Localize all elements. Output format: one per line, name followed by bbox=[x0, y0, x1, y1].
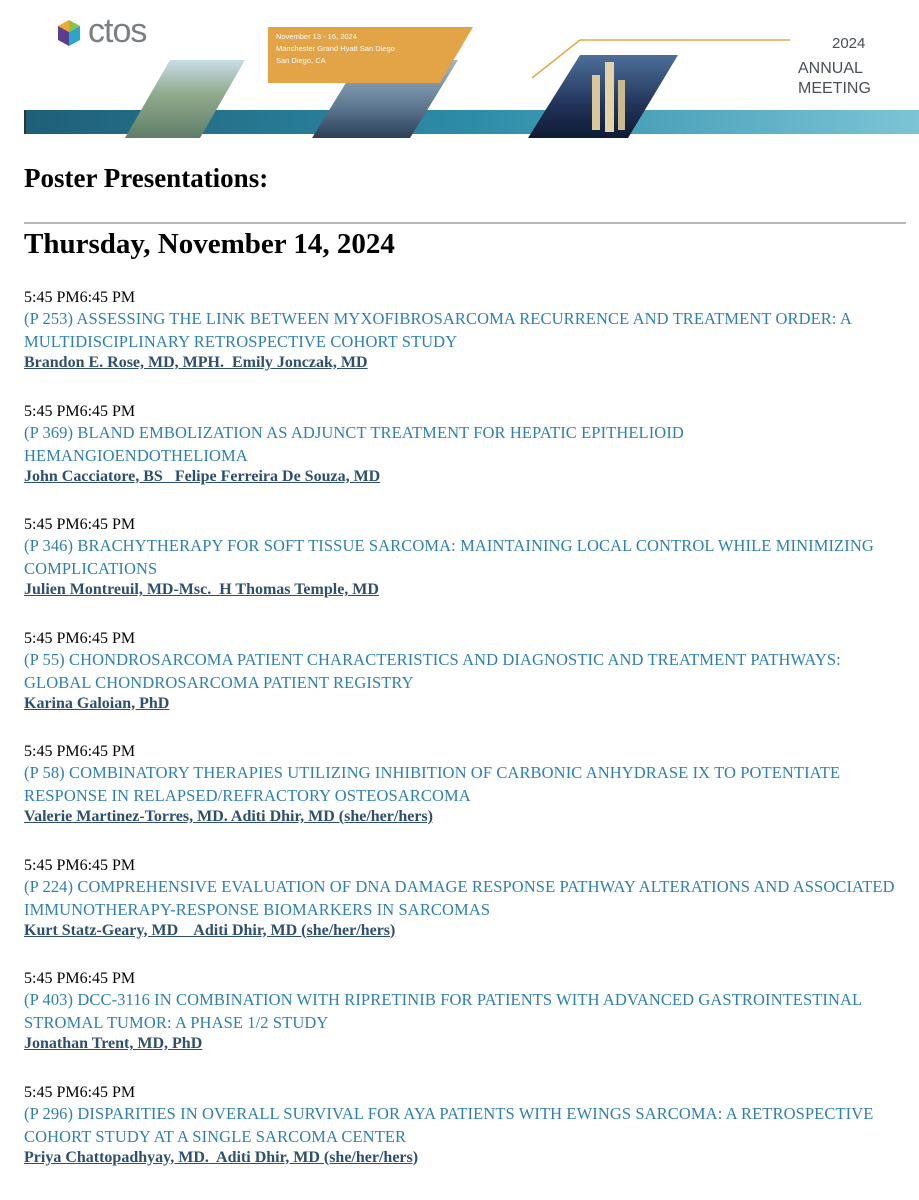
poster-authors-link[interactable]: Valerie Martinez-Torres, MD. Aditi Dhir, MD (she/her/hers) bbox=[24, 808, 433, 825]
poster-authors-link[interactable]: Priya Chattopadhyay, MD. Aditi Dhir, MD (she/her/hers) bbox=[24, 1148, 419, 1166]
poster-time: 5:45 PM6:45 PM bbox=[24, 629, 136, 647]
poster-title-link[interactable]: (P 224) COMPREHENSIVE EVALUATION OF DNA DAMAGE RESPONSE PATHWAY ALTERATIONS AND ASSOCIATED IMMUNOTHERAPY-RESPONSE BIOMARKERS IN SARCOMAS bbox=[24, 876, 895, 919]
event-city: San Diego, CA bbox=[276, 56, 326, 65]
poster-time: 5:45 PM6:45 PM bbox=[24, 289, 136, 306]
poster-time: 5:45 PM6:45 PM bbox=[24, 856, 136, 874]
poster-title-link[interactable]: (P 253) ASSESSING THE LINK BETWEEN MYXOFIBROSARCOMA RECURRENCE AND TREATMENT ORDER: A MULTIDISCIPLINARY RETROSPECTIVE COHORT STUDY bbox=[24, 309, 852, 351]
ctos-logo-text: ctos bbox=[88, 12, 147, 50]
poster-title-link[interactable]: (P 296) DISPARITIES IN OVERALL SURVIVAL FOR AYA PATIENTS WITH EWINGS SARCOMA: A RETROSPECTIVE COHORT STUDY AT A SINGLE SARCOMA CENTER bbox=[24, 1103, 874, 1146]
meeting-label-annual: ANNUAL bbox=[798, 60, 863, 77]
poster-time: 5:45 PM6:45 PM bbox=[24, 516, 136, 533]
poster-title-link[interactable]: (P 55) CHONDROSARCOMA PATIENT CHARACTERISTICS AND DIAGNOSTIC AND TREATMENT PATHWAYS: GLOBAL CHONDROSARCOMA PATIENT REGISTRY bbox=[24, 649, 841, 692]
poster-entry bbox=[24, 742, 909, 856]
poster-title-link[interactable]: (P 346) BRACHYTHERAPY FOR SOFT TISSUE SARCOMA: MAINTAINING LOCAL CONTROL WHILE MINIMIZING COMPLICATIONS bbox=[24, 536, 874, 578]
poster-authors-link[interactable]: Julien Montreuil, MD-Msc. H Thomas Temple, MD bbox=[24, 581, 379, 598]
poster-time: 5:45 PM6:45 PM bbox=[24, 970, 136, 987]
conference-banner bbox=[0, 0, 919, 150]
poster-entry bbox=[24, 515, 909, 629]
meeting-year: 2024 bbox=[832, 35, 866, 52]
poster-authors-link[interactable]: Kurt Statz-Geary, MD Aditi Dhir, MD (she/her/hers) bbox=[24, 921, 396, 939]
poster-time: 5:45 PM6:45 PM bbox=[24, 402, 136, 420]
poster-entry bbox=[24, 1083, 909, 1197]
section-title: Poster Presentations: bbox=[24, 163, 269, 193]
meeting-label-meeting: MEETING bbox=[798, 80, 871, 97]
ctos-logo-icon bbox=[58, 20, 80, 46]
poster-entry bbox=[24, 969, 909, 1083]
event-venue: Manchester Grand Hyatt San Diego bbox=[276, 44, 395, 53]
poster-title-link[interactable]: (P 403) DCC-3116 IN COMBINATION WITH RIPRETINIB FOR PATIENTS WITH ADVANCED GASTROINTESTINAL STROMAL TUMOR: A PHASE 1/2 STUDY bbox=[24, 990, 862, 1032]
poster-title-link[interactable]: (P 369) BLAND EMBOLIZATION AS ADJUNCT TREATMENT FOR HEPATIC EPITHELIOID HEMANGIOENDOTHELIOMA bbox=[24, 422, 684, 465]
poster-authors-link[interactable]: Brandon E. Rose, MD, MPH. Emily Jonczak, MD bbox=[24, 354, 368, 371]
poster-authors-link[interactable]: Jonathan Trent, MD, PhD bbox=[24, 1035, 203, 1052]
poster-entry bbox=[24, 629, 909, 743]
poster-time: 5:45 PM6:45 PM bbox=[24, 1083, 136, 1101]
poster-time: 5:45 PM6:45 PM bbox=[24, 743, 136, 760]
poster-entry bbox=[24, 856, 909, 970]
event-dates: November 13 - 16, 2024 bbox=[276, 32, 357, 41]
poster-entry bbox=[24, 402, 909, 516]
poster-list bbox=[24, 288, 909, 1196]
poster-authors-link[interactable]: John Cacciatore, BS Felipe Ferreira De Souza, MD bbox=[24, 467, 381, 485]
poster-title-link[interactable]: (P 58) COMBINATORY THERAPIES UTILIZING INHIBITION OF CARBONIC ANHYDRASE IX TO POTENTIATE RESPONSE IN RELAPSED/REFRACTORY OSTEOSARCOMA bbox=[24, 763, 841, 805]
poster-authors-link[interactable]: Karina Galoian, PhD bbox=[24, 694, 170, 712]
poster-entry bbox=[24, 288, 909, 402]
day-title: Thursday, November 14, 2024 bbox=[24, 228, 395, 260]
divider bbox=[24, 222, 906, 224]
